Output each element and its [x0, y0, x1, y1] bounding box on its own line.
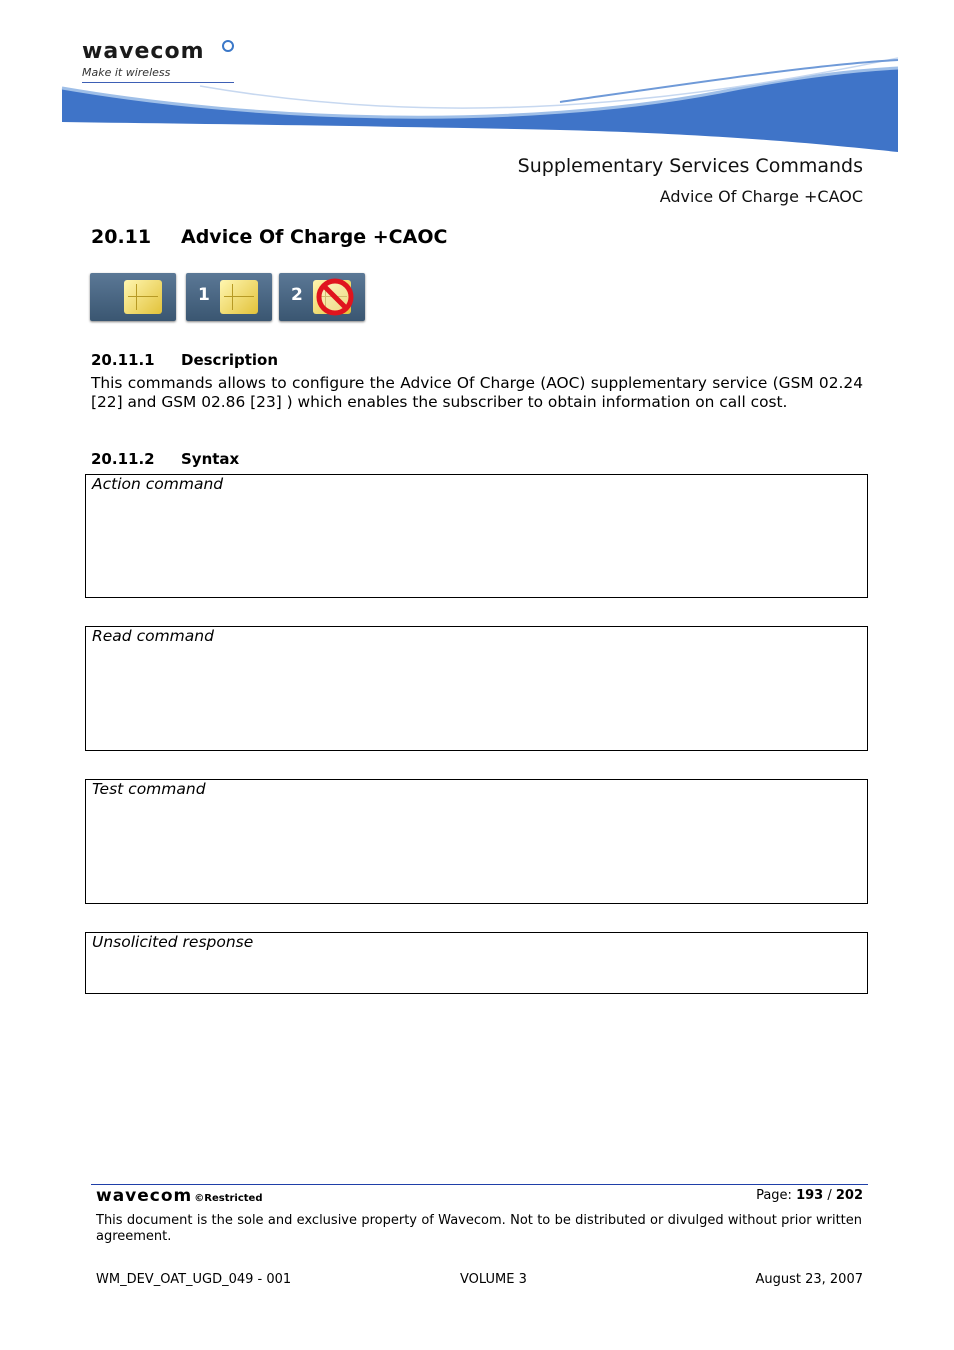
page-current: 193	[796, 1188, 824, 1203]
section-number: 20.11	[91, 226, 152, 248]
syntax-number: 20.11.2	[91, 450, 155, 468]
sim-chip-icon	[124, 280, 162, 314]
box-caption: Read command	[92, 627, 214, 645]
header-section-title: Advice Of Charge +CAOC	[659, 187, 863, 206]
sim-chip-icon	[220, 280, 258, 314]
document-reference: WM_DEV_OAT_UGD_049 - 001	[96, 1272, 292, 1287]
sim-card-icon	[90, 273, 176, 321]
page-total: 202	[835, 1188, 863, 1203]
test-command-box	[85, 779, 868, 904]
header-chapter-title: Supplementary Services Commands	[517, 155, 863, 177]
box-caption: Unsolicited response	[92, 933, 254, 951]
document-date: August 23, 2007	[755, 1272, 863, 1287]
description-text: This commands allows to configure the Advice Of Charge (AOC) supplementary service (GSM 02.24 [22] and GSM 02.86 [23] ) which enables the subscriber to obtain information on call cost.	[91, 374, 863, 411]
sim-card-pin2-not-required-icon	[279, 273, 365, 321]
read-command-box	[85, 626, 868, 751]
box-caption: Action command	[92, 475, 224, 493]
logo-wordmark: wavecom	[82, 39, 205, 64]
box-caption: Test command	[92, 780, 206, 798]
action-command-box	[85, 474, 868, 598]
description-title: Description	[181, 351, 279, 369]
sim-pin-label: 1	[198, 285, 210, 305]
footer-wordmark: wavecom	[96, 1186, 193, 1206]
logo-tagline: Make it wireless	[82, 66, 171, 79]
footer-logo	[96, 1186, 263, 1206]
logo-swirl-icon	[222, 40, 234, 52]
description-heading	[91, 351, 278, 369]
restricted-label: ©Restricted	[194, 1193, 263, 1204]
unsolicited-response-box	[85, 932, 868, 994]
footer-rule	[91, 1184, 868, 1185]
section-title: Advice Of Charge +CAOC	[181, 226, 448, 248]
section-heading	[91, 226, 447, 248]
footer-notice: This document is the sole and exclusive property of Wavecom. Not to be distributed or divulged without prior written agreement.	[96, 1213, 862, 1244]
header-wave-banner	[0, 52, 954, 162]
sim-card-pin1-icon	[186, 273, 272, 321]
prohibited-icon	[315, 277, 355, 317]
description-number: 20.11.1	[91, 351, 155, 369]
syntax-title: Syntax	[181, 450, 240, 468]
volume-label: VOLUME 3	[460, 1272, 527, 1287]
page-number: Page: 193 / 202	[756, 1188, 863, 1203]
syntax-heading	[91, 450, 239, 468]
sim-pin-label: 2	[291, 285, 303, 305]
